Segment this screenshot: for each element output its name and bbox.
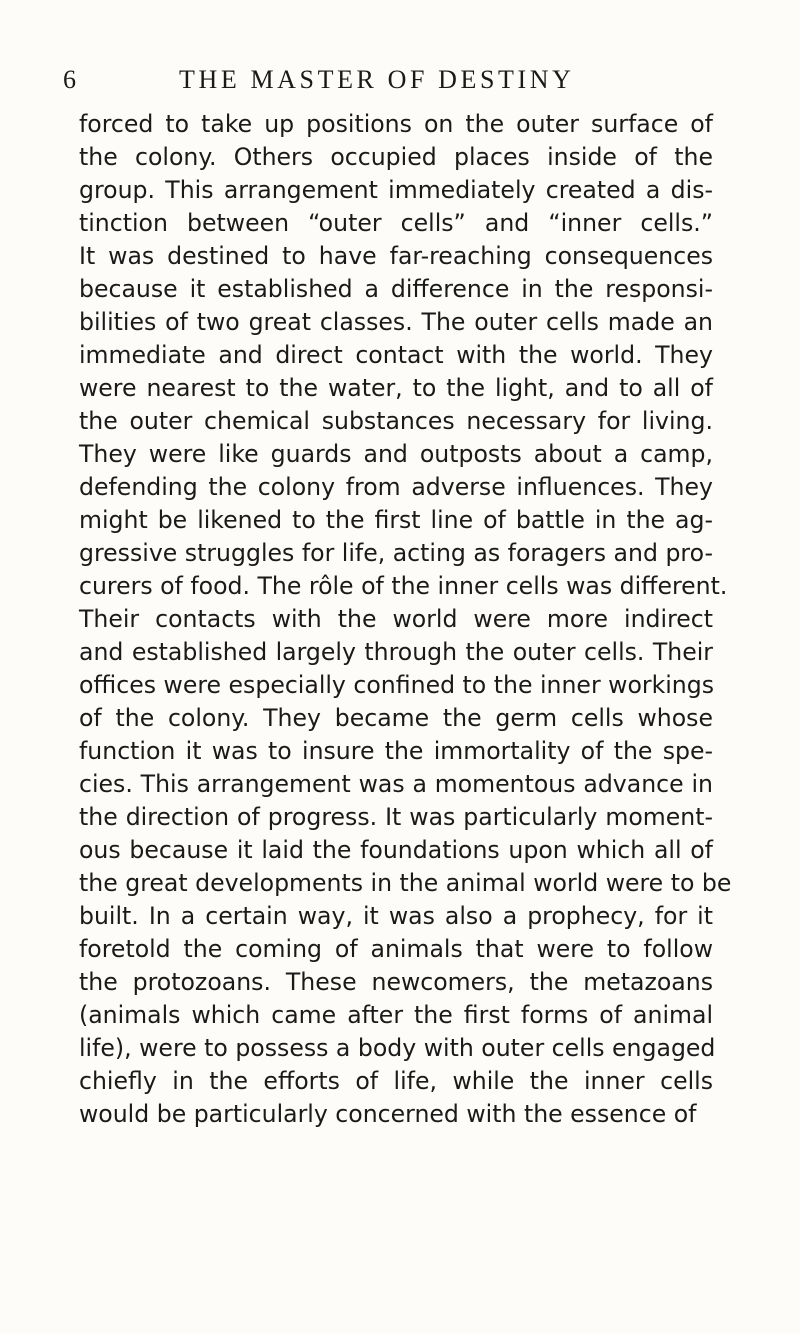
book-page xyxy=(63,60,732,1131)
text-line: immediate and direct contact with the world. They xyxy=(79,341,713,369)
text-line: the direction of progress. It was particularly moment- xyxy=(79,803,713,831)
text-line: bilities of two great classes. The outer cells made an xyxy=(79,308,713,336)
text-line: Their contacts with the world were more indirect xyxy=(79,605,713,633)
text-line: built. In a certain way, it was also a prophecy, for it xyxy=(79,902,713,930)
text-line: (animals which came after the first forms of animal xyxy=(79,1001,713,1029)
text-line: and established largely through the outer cells. Their xyxy=(79,638,713,666)
text-line: group. This arrangement immediately created a dis- xyxy=(79,176,713,204)
text-line: They were like guards and outposts about a camp, xyxy=(79,440,713,468)
text-line: defending the colony from adverse influences. They xyxy=(79,473,713,501)
text-line: life), were to possess a body with outer cells engaged xyxy=(79,1034,716,1062)
text-line: ous because it laid the foundations upon which all of xyxy=(79,836,713,864)
text-line: the great developments in the animal world were to be xyxy=(79,869,732,897)
text-line: the outer chemical substances necessary for living. xyxy=(79,407,713,435)
text-line: offices were especially confined to the inner workings xyxy=(79,671,715,699)
text-line: tinction between “outer cells” and “inner cells.” xyxy=(79,209,713,237)
running-head xyxy=(63,60,713,100)
text-line: the protozoans. These newcomers, the metazoans xyxy=(79,968,713,996)
body-text xyxy=(79,108,732,1131)
text-line: were nearest to the water, to the light, and to all of xyxy=(79,374,713,402)
page-number: 6 xyxy=(63,65,76,94)
text-line: forced to take up positions on the outer surface of xyxy=(79,110,713,138)
text-line: It was destined to have far-reaching consequences xyxy=(79,242,713,270)
text-line: because it established a difference in the responsi- xyxy=(79,275,713,303)
text-line: curers of food. The rôle of the inner cells was different. xyxy=(79,572,728,600)
text-line: the colony. Others occupied places inside of the xyxy=(79,143,713,171)
running-title: THE MASTER OF DESTINY xyxy=(179,65,575,94)
text-line: function it was to insure the immortality of the spe- xyxy=(79,737,713,765)
text-line: might be likened to the first line of battle in the ag- xyxy=(79,506,713,534)
text-line: chiefly in the efforts of life, while the inner cells xyxy=(79,1067,713,1095)
text-line: gressive struggles for life, acting as foragers and pro- xyxy=(79,539,713,567)
text-line: cies. This arrangement was a momentous advance in xyxy=(79,770,713,798)
text-line: of the colony. They became the germ cells whose xyxy=(79,704,713,732)
text-line: foretold the coming of animals that were to follow xyxy=(79,935,713,963)
text-line: would be particularly concerned with the essence of xyxy=(79,1100,697,1128)
